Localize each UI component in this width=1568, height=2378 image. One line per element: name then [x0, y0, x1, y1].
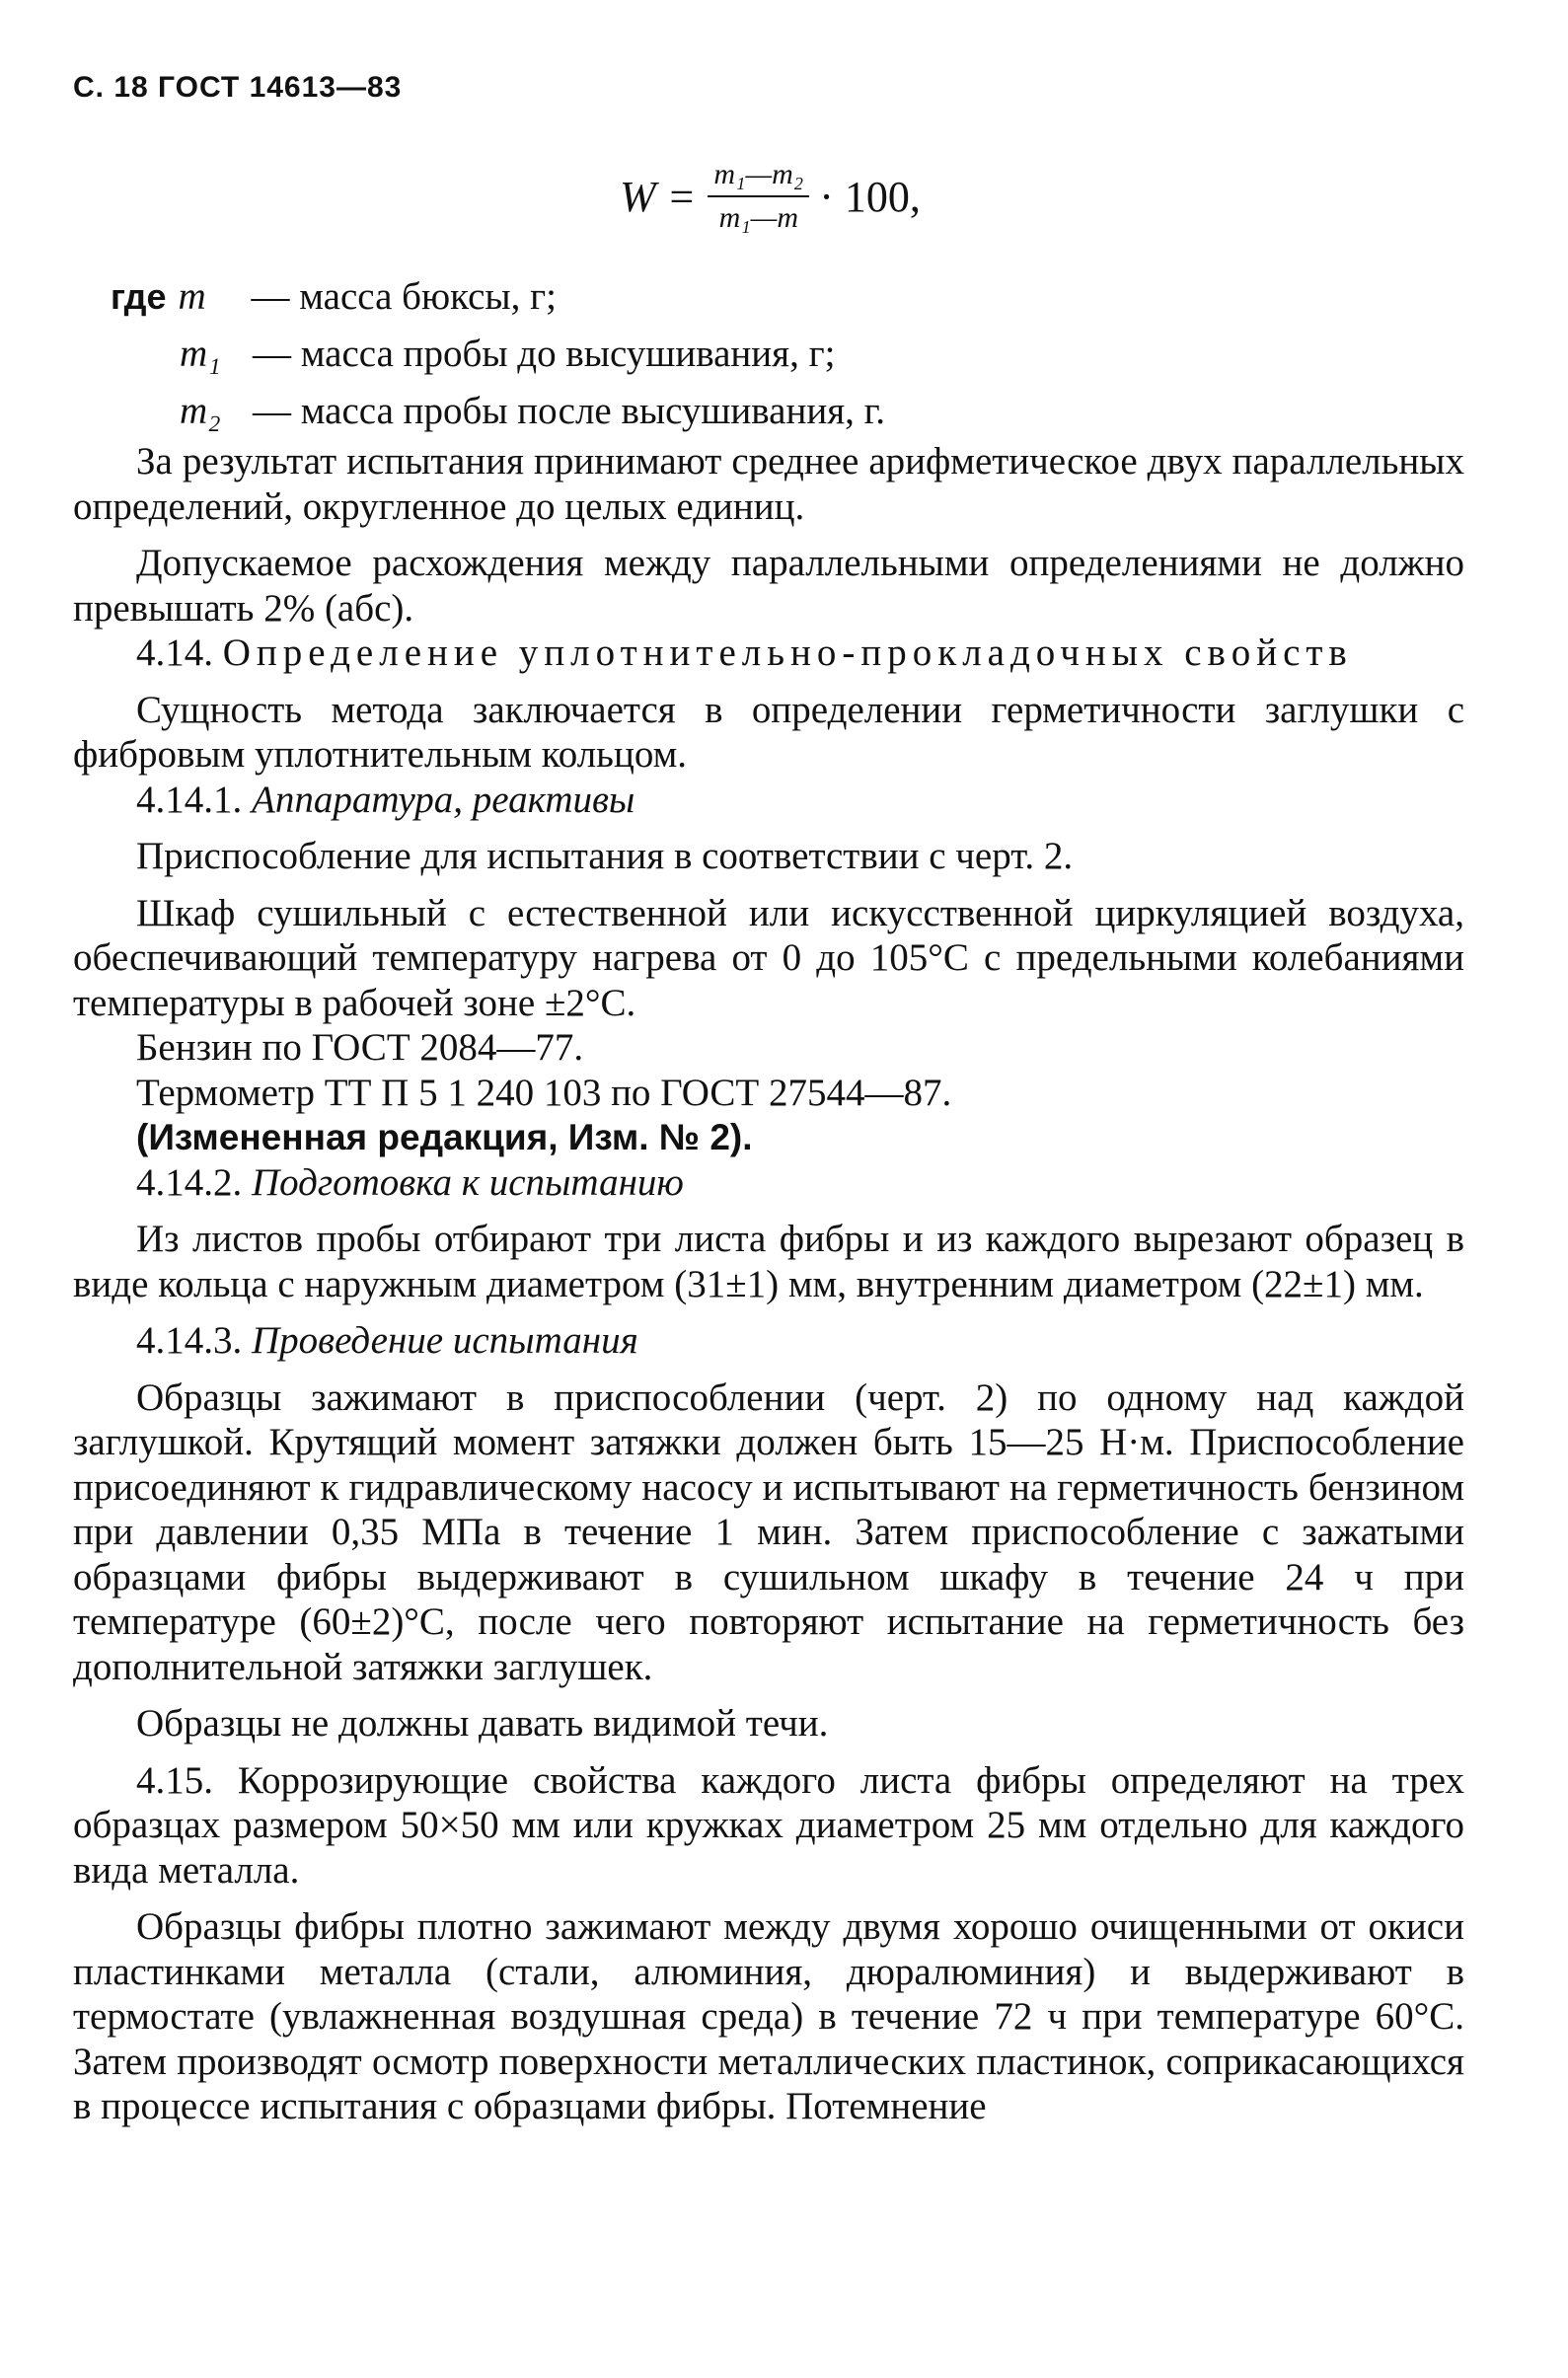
paragraph-corrosion: 4.15. Коррозирующие свойства каждого листа фибры определяют на трех образцах размером 50×50 мм или кружках диаметром 25 мм отдельно для каждого вида металла.: [73, 1758, 1464, 1892]
paragraph-tolerance: Допускаемое расхождения между параллельными определениями не должно превышать 2% (абс).: [73, 542, 1464, 630]
definition-text: — масса бюксы, г;: [251, 275, 557, 318]
paragraph-procedure: Образцы зажимают в приспособлении (черт. 2) по одному над каждой заглушкой. Крутящий момент затяжки должен быть 15—25 Н·м. Приспособление присоединяют к гидравлическому насосу и испытывают на герметичность бензином при давлении 0,35 МПа в течение 1 мин. Затем приспособление с зажатыми образцами фибры выдерживают в сушильном шкафу в течение 24 ч при температуре (60±2)°С, после чего повторяют испытание на герметичность без дополнительной затяжки заглушек.: [73, 1375, 1464, 1688]
section-heading-4-14: [73, 631, 1464, 676]
paragraph-preparation: Из листов пробы отбирают три листа фибры и из каждого вырезают образец в виде кольца с наружным диаметром (31±1) мм, внутренним диаметром (22±1) мм.: [73, 1218, 1464, 1305]
subsection-number: 4.14.2.: [136, 1160, 243, 1204]
paragraph-corrosion-procedure: Образцы фибры плотно зажимают между двумя хорошо очищенными от окиси пластинками металла (стали, алюминия, дюралюминия) и выдерживают в термостате (увлажненная воздушная среда) в течение 72 ч при температуре 60°С. Затем производят осмотр поверхности металлических пластинок, соприкасающихся в процессе испытания с образцами фибры. Потемнение: [73, 1905, 1464, 2127]
definition-row: [111, 268, 885, 326]
definition-text: — масса пробы до высушивания, г;: [253, 333, 836, 375]
amendment-note: [73, 1115, 1464, 1160]
definition-row: [180, 383, 885, 440]
subsection-title: Подготовка к испытанию: [252, 1160, 684, 1204]
paragraph-thermometer: Термометр ТТ П 5 1 240 103 по ГОСТ 27544—87.: [136, 1071, 952, 1114]
paragraph-oven: Шкаф сушильный с естественной или искусственной циркуляцией воздуха, обеспечивающий температуру нагрева от 0 до 105°С с предельными колебаниями температуры в рабочей зоне ±2°С.: [73, 891, 1464, 1024]
definition-symbol: m₂: [180, 390, 221, 432]
formula-denominator: m₁—m: [718, 201, 798, 234]
paragraph-method: Сущность метода заключается в определении герметичности заглушки с фибровым уплотнительным кольцом.: [73, 688, 1464, 776]
paragraph-no-leak: Образцы не должны давать видимой течи.: [136, 1702, 829, 1745]
subsection-heading-4-14-3: [73, 1318, 1464, 1364]
page-header: С. 18 ГОСТ 14613—83: [73, 71, 403, 104]
subsection-title: Проведение испытания: [252, 1319, 638, 1362]
formula-fraction: [708, 158, 809, 235]
section-number: 4.14.: [136, 632, 213, 674]
formula-definitions: [111, 268, 885, 440]
amendment-text: (Измененная редакция, Изм. № 2).: [136, 1117, 753, 1157]
body-text: [73, 439, 1464, 2129]
definition-symbol: m: [178, 275, 206, 318]
subsection-number: 4.14.1.: [136, 778, 243, 821]
subsection-heading-4-14-1: [73, 778, 1464, 823]
definition-text: — масса пробы после высушивания, г.: [253, 390, 886, 432]
subsection-number: 4.14.3.: [136, 1319, 243, 1362]
paragraph-fixture: Приспособление для испытания в соответствии с черт. 2.: [136, 835, 1074, 877]
definition-symbol: m₁: [180, 333, 221, 375]
paragraph-gasoline: Бензин по ГОСТ 2084—77.: [136, 1026, 584, 1069]
definition-row: [180, 326, 885, 383]
paragraph-result: За результат испытания принимают среднее арифметическое двух параллельных определений, округленное до целых единиц.: [73, 440, 1464, 528]
formula-numerator: m₁—m₂: [708, 158, 809, 197]
section-title: Определение уплотнительно-прокладочных свойств: [222, 632, 1353, 674]
formula-rhs: · 100,: [819, 172, 921, 221]
formula-lhs: W =: [620, 172, 697, 221]
moisture-formula: [620, 158, 921, 235]
subsection-heading-4-14-2: [73, 1160, 1464, 1206]
definition-lead: где: [111, 276, 167, 317]
subsection-title: Аппаратура, реактивы: [252, 778, 635, 821]
